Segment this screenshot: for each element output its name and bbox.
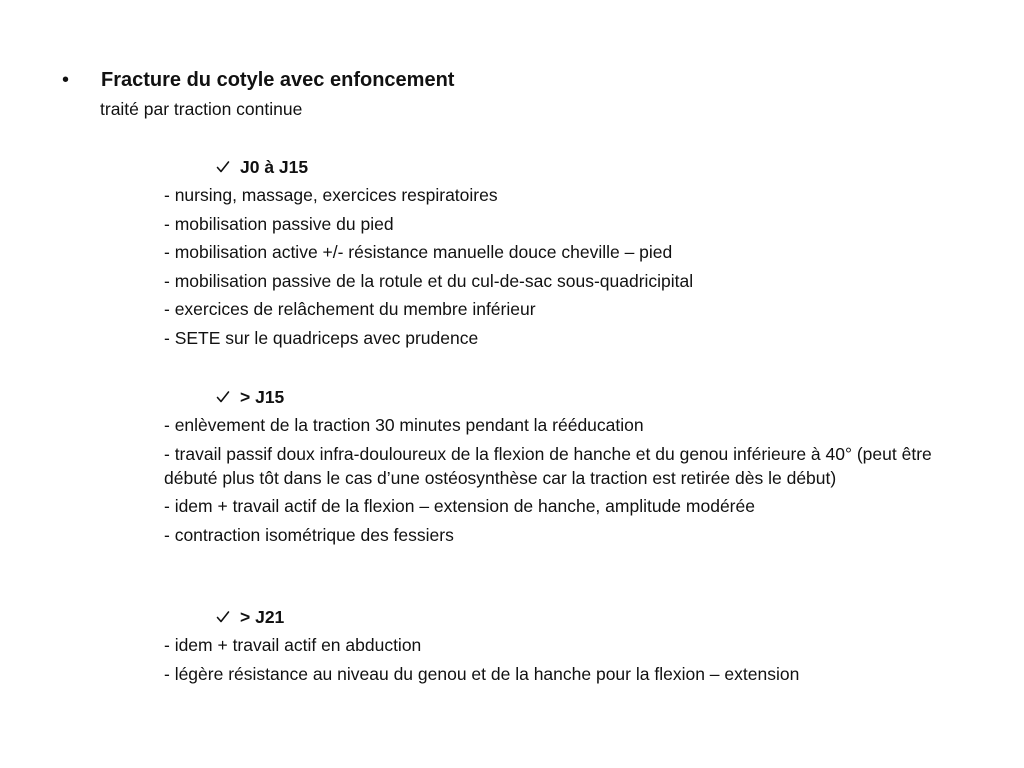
section-item-list bbox=[164, 633, 964, 690]
list-item: - idem + travail actif en abduction bbox=[164, 635, 422, 655]
section-label: > J21 bbox=[240, 607, 285, 627]
bullet-marker: • bbox=[62, 69, 70, 91]
list-item: - mobilisation passive de la rotule et du cul-de-sac sous-quadricipital bbox=[164, 270, 694, 291]
slide-title: Fracture du cotyle avec enfoncement bbox=[101, 69, 455, 91]
list-item: - légère résistance au niveau du genou et de la hanche pour la flexion – extension bbox=[164, 663, 800, 684]
checkmark-icon bbox=[216, 610, 230, 624]
section-heading bbox=[216, 156, 308, 178]
section-heading bbox=[216, 386, 284, 408]
list-item: - contraction isométrique des fessiers bbox=[164, 524, 454, 545]
list-item: - enlèvement de la traction 30 minutes pendant la rééducation bbox=[164, 415, 644, 435]
list-item: - mobilisation passive du pied bbox=[164, 213, 394, 234]
section-item-list bbox=[164, 183, 964, 354]
section-heading bbox=[216, 606, 284, 628]
list-item: - mobilisation active +/- résistance manuelle douce cheville – pied bbox=[164, 242, 673, 262]
checkmark-icon bbox=[216, 390, 230, 404]
section-label: J0 à J15 bbox=[240, 157, 309, 177]
slide-subtitle: traité par traction continue bbox=[100, 99, 303, 119]
section-label: > J15 bbox=[240, 387, 285, 407]
list-item: - travail passif doux infra-douloureux de la flexion de hanche et du genou inférieure à 40° (peut être débuté plus tôt dans le cas d’une ostéosynthèse car la traction est retirée dès le début) bbox=[164, 443, 932, 488]
checkmark-icon bbox=[216, 160, 230, 174]
section-item-list bbox=[164, 413, 964, 551]
list-item: - nursing, massage, exercices respiratoires bbox=[164, 185, 498, 205]
list-item: - exercices de relâchement du membre inférieur bbox=[164, 299, 536, 319]
list-item: - SETE sur le quadriceps avec prudence bbox=[164, 327, 479, 348]
list-item: - idem + travail actif de la flexion – extension de hanche, amplitude modérée bbox=[164, 496, 755, 516]
